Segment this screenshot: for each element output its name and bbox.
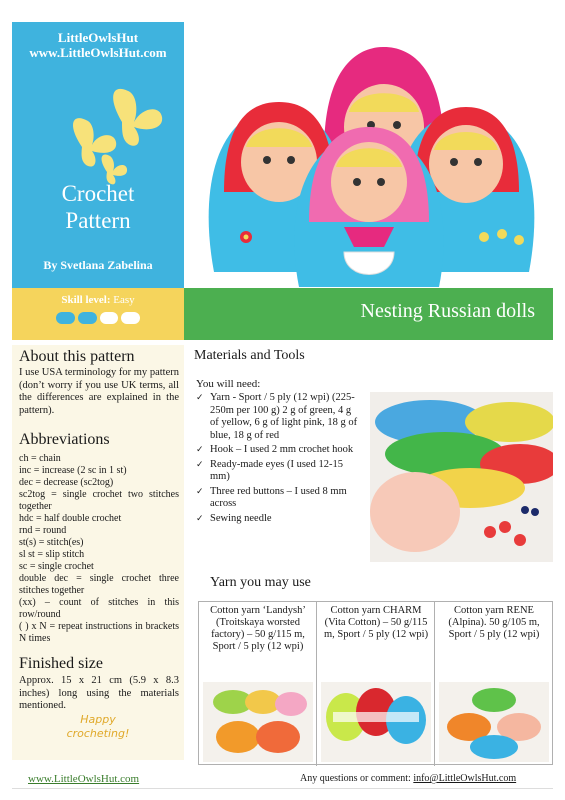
abbreviation-item: inc = increase (2 sc in 1 st): [19, 465, 127, 476]
brand-block: [12, 30, 184, 60]
about-heading: About this pattern: [19, 348, 135, 365]
abbreviation-item: ch = chain: [19, 453, 61, 464]
checkmark-icon: ✓: [196, 513, 204, 524]
abbreviations-heading: Abbreviations: [19, 431, 110, 448]
skill-level: [12, 294, 184, 306]
skill-level-band: [12, 288, 184, 340]
materials-heading: Materials and Tools: [194, 348, 305, 363]
happy-crocheting: [12, 713, 184, 741]
yarn-option-text: Cotton yarn CHARM (Vita Cotton) – 50 g/115 m, Sport / 5 ply (12 wpi): [323, 605, 429, 640]
materials-item-text: Yarn - Sport / 5 ply (12 wpi) (225-250m per 100 g) 2 g of green, 4 g of yellow, 6 g of light pink, 18 g of blue, 18 g of red: [210, 392, 358, 441]
checkmark-icon: ✓: [196, 393, 204, 403]
footer-divider: [12, 788, 553, 789]
materials-item: [196, 392, 362, 442]
abbreviation-item: (xx) – count of stitches in this row/round: [19, 597, 179, 620]
pattern-name: Nesting Russian dolls: [360, 300, 535, 322]
yarn-option-image: [203, 682, 313, 762]
footer-site-link[interactable]: www.LittleOwlsHut.com: [28, 773, 140, 785]
butterflies-illustration: [12, 77, 184, 197]
abbreviation-item: dec = decrease (sc2tog): [19, 477, 114, 488]
yarn-option-cell: [435, 602, 553, 766]
skill-level-value: Easy: [113, 294, 135, 306]
materials-list: [196, 392, 362, 527]
abbreviation-item: sc2tog = single crochet two stitches together: [19, 489, 179, 512]
yarn-photo: [370, 392, 553, 562]
yarn-options-table: [198, 601, 553, 765]
materials-intro: You will need:: [196, 378, 261, 390]
finished-size-heading: Finished size: [19, 655, 103, 672]
abbreviation-item: hdc = half double crochet: [19, 513, 122, 524]
dolls-photo: [184, 22, 553, 288]
abbreviation-item: sc = single crochet: [19, 561, 94, 572]
materials-item: [196, 444, 362, 457]
skill-level-label: Skill level:: [61, 294, 111, 306]
abbreviation-item: rnd = round: [19, 525, 67, 536]
brand-url: www.LittleOwlsHut.com: [29, 45, 167, 60]
materials-item: [196, 513, 362, 526]
materials-item-text: Hook – I used 2 mm crochet hook: [210, 444, 354, 455]
yarn-heading: Yarn you may use: [210, 575, 311, 590]
pattern-title: [12, 180, 184, 234]
materials-item-text: Ready-made eyes (I used 12-15 mm): [210, 458, 343, 482]
finished-size-text: Approx. 15 x 21 cm (5.9 x 8.3 inches) long using the materials mentioned.: [19, 675, 179, 711]
pattern-title-line2: Pattern: [65, 208, 131, 233]
footer-email-link[interactable]: info@LittleOwlsHut.com: [413, 773, 517, 784]
happy-line2: crocheting!: [66, 727, 130, 740]
skill-level-pill: [100, 312, 119, 324]
abbreviation-item: ( ) x N = repeat instructions in brackets N times: [19, 621, 179, 644]
skill-level-indicator: [56, 312, 140, 326]
checkmark-icon: ✓: [196, 459, 204, 470]
skill-level-pill: [121, 312, 140, 324]
nesting-dolls-image: [184, 22, 553, 288]
brand-name: LittleOwlsHut: [57, 30, 139, 45]
abbreviation-item: st(s) = stitch(es): [19, 537, 84, 548]
yarn-option-image: [439, 682, 549, 762]
materials-item-text: Sewing needle: [210, 512, 272, 524]
abbreviation-item: sl st = slip stitch: [19, 549, 85, 560]
skill-level-pill: [78, 312, 97, 324]
yarn-option-text: Cotton yarn RENE (Alpina). 50 g/105 m, Sport / 5 ply (12 wpi): [448, 605, 540, 640]
abbreviation-item: double dec = single crochet three stitches together: [19, 573, 179, 596]
abbreviations-list: [19, 453, 179, 645]
yarn-skeins-image: [370, 392, 553, 562]
checkmark-icon: ✓: [196, 486, 204, 497]
yarn-option-cell: [199, 602, 317, 766]
materials-item: [196, 459, 362, 484]
pattern-title-line1: Crochet: [61, 181, 135, 206]
yarn-option-image: [321, 682, 431, 762]
yarn-option-cell: [317, 602, 435, 766]
checkmark-icon: ✓: [196, 445, 204, 455]
yarn-option-text: Cotton yarn ‘Landysh’ (Troitskaya worsted factory) – 50 g/115 m, Sport / 5 ply (12 wpi): [210, 605, 306, 652]
footer-contact: [300, 773, 516, 784]
pattern-name-band: [184, 288, 553, 340]
happy-line1: Happy: [80, 713, 116, 726]
about-panel: [12, 345, 184, 760]
materials-item-text: Three red buttons – I used 8 mm across: [210, 485, 347, 509]
materials-item: [196, 486, 362, 511]
skill-level-pill: [56, 312, 75, 324]
author-name: By Svetlana Zabelina: [43, 258, 153, 272]
footer-contact-label: Any questions or comment:: [300, 773, 411, 784]
about-text: I use USA terminology for my pattern (don’t worry if you use UK terms, all the differences are explained in the pattern).: [19, 367, 179, 416]
